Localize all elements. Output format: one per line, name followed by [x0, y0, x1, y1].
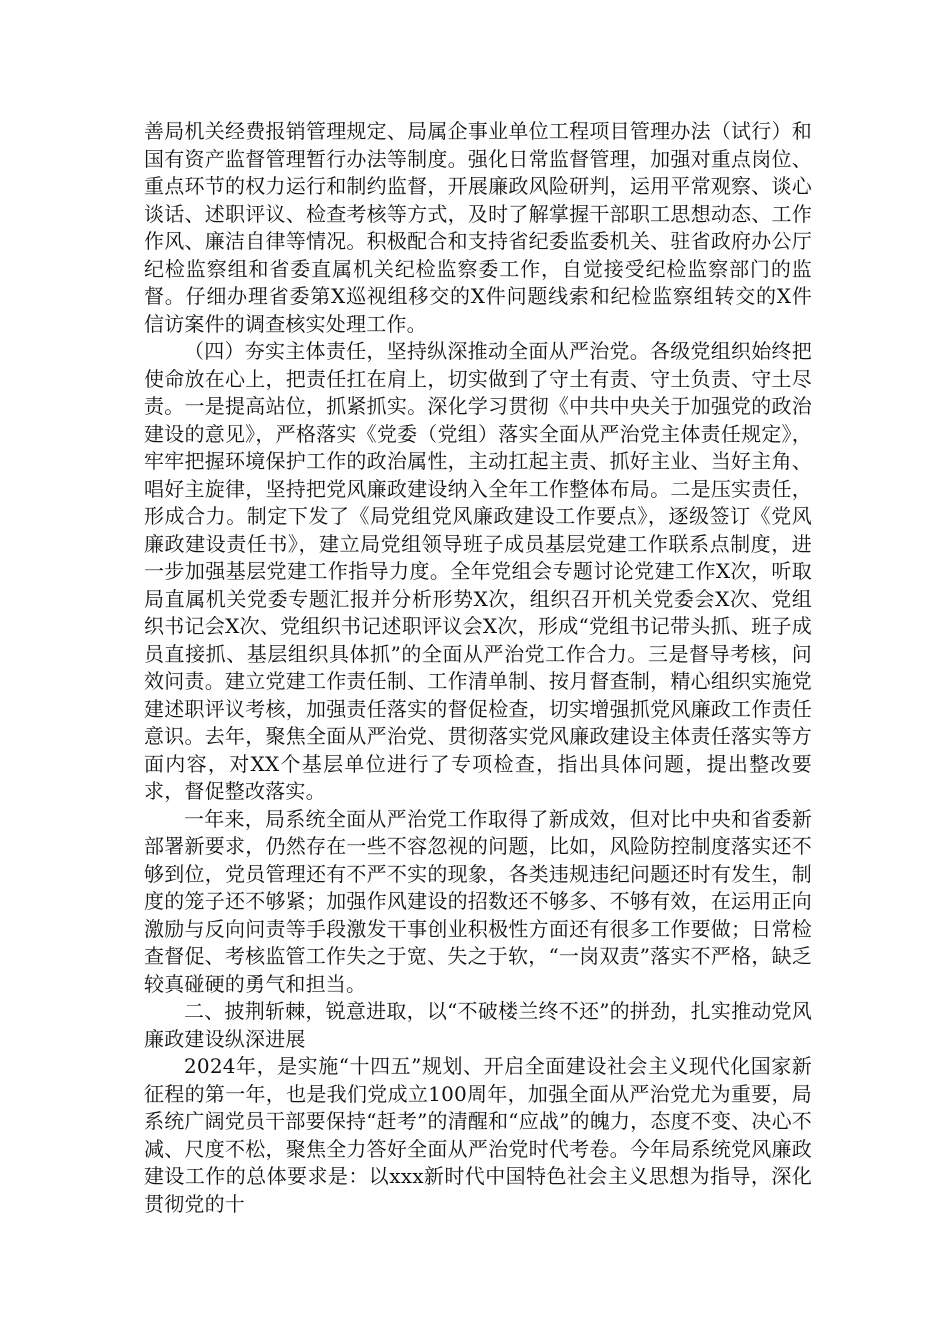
document-page	[144, 118, 812, 1218]
paragraph-4: 2024年，是实施“十四五”规划、开启全面建设社会主义现代化国家新征程的第一年，也是我们党成立100周年，加强全面从严治党尤为重要，局系统广阔党员干部要保持“赶考”的清醒和“应战”的魄力，态度不变、决心不减、尺度不松，聚焦全力答好全面从严治党时代考卷。今年局系统党风廉政建设工作的总体要求是：以xxx新时代中国特色社会主义思想为指导，深化贯彻党的十	[144, 1054, 812, 1216]
paragraph-3: 一年来，局系统全面从严治党工作取得了新成效，但对比中央和省委新部署新要求，仍然存在一些不容忽视的问题，比如，风险防控制度落实还不够到位，党员管理还有不严不实的现象，各类违规违纪问题还时有发生，制度的笼子还不够紧；加强作风建设的招数还不够多、不够有效，在运用正向激励与反向问责等手段激发干事创业积极性方面还有很多工作要做；日常检查督促、考核监管工作失之于宽、失之于软，“一岗双责”落实不严格，缺乏较真碰硬的勇气和担当。	[144, 806, 812, 996]
section-heading: 二、披荆斩棘，锐意进取，以“不破楼兰终不还”的拼劲，扎实推动党风廉政建设纵深进展	[144, 999, 812, 1051]
paragraph-2: （四）夯实主体责任，坚持纵深推动全面从严治党。各级党组织始终把使命放在心上，把责任扛在肩上，切实做到了守土有责、守土负责、守土尽责。一是提高站位，抓紧抓实。深化学习贯彻《中共中央关于加强党的政治建设的意见》，严格落实《党委（党组）落实全面从严治党主体责任规定》，牢牢把握环境保护工作的政治属性，主动扛起主责、抓好主业、当好主角、唱好主旋律，坚持把党风廉政建设纳入全年工作整体布局。二是压实责任，形成合力。制定下发了《局党组党风廉政建设工作要点》，逐级签订《党风廉政建设责任书》，建立局党组领导班子成员基层党建工作联系点制度，进一步加强基层党建工作指导力度。全年党组会专题讨论党建工作X次，听取局直属机关党委专题汇报并分析形势X次，组织召开机关党委会X次、党组织书记会X次、党组织书记述职评议会X次，形成“党组书记带头抓、班子成员直接抓、基层组织具体抓”的全面从严治党工作合力。三是督导考核，问效问责。建立党建工作责任制、工作清单制、按月督查制，精心组织实施党建述职评议考核，加强责任落实的督促检查，切实增强抓党风廉政工作责任意识。去年，聚焦全面从严治党、贯彻落实党风廉政建设主体责任落实等方面内容，对XX个基层单位进行了专项检查，指出具体问题，提出整改要求，督促整改落实。	[144, 339, 812, 803]
paragraph-1: 善局机关经费报销管理规定、局属企事业单位工程项目管理办法（试行）和国有资产监督管理暂行办法等制度。强化日常监督管理，加强对重点岗位、重点环节的权力运行和制约监督，开展廉政风险研判，运用平常观察、谈心谈话、述职评议、检查考核等方式，及时了解掌握干部职工思想动态、工作作风、廉洁自律等情况。积极配合和支持省纪委监委机关、驻省政府办公厅纪检监察组和省委直属机关纪检监察委工作，自觉接受纪检监察部门的监督。仔细办理省委第X巡视组移交的X件问题线索和纪检监察组转交的X件信访案件的调查核实处理工作。	[144, 119, 812, 336]
